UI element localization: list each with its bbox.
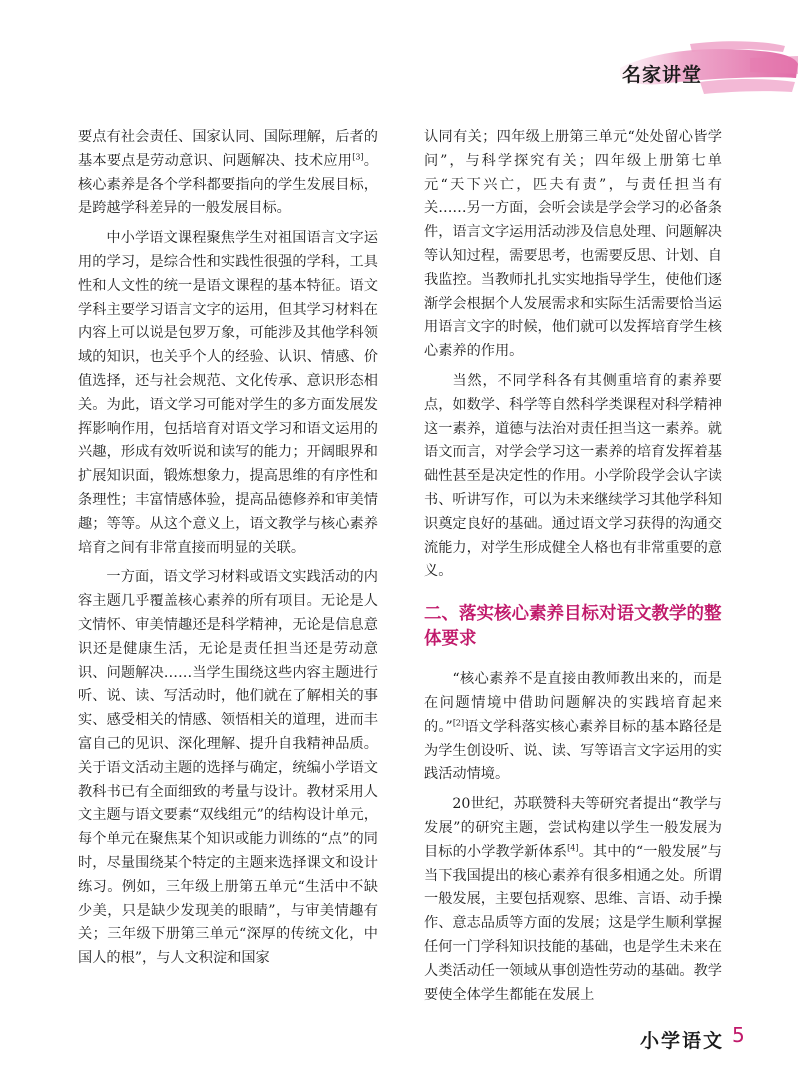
citation-3: [3] <box>352 152 364 162</box>
right-column <box>424 126 722 1007</box>
citation-4: [4] <box>567 842 579 852</box>
left-paragraph-3: 一方面，语文学习材料或语文实践活动的内容主题几乎覆盖核心素养的所有项目。无论是人文情怀、审美情趣还是科学精神，无论是信息意识还是健康生活，无论是责任担当还是劳动意识、问题解决……当学生围绕这些内容主题进行听、说、读、写活动时，他们就在了解相关的事实、感受相关的情感、领悟相关的道理，进而丰富自己的见识、深化理解、提升自我精神品质。关于语文活动主题的选择与确定，统编小学语文教科书已有全面细致的考量与设计。教材采用人文主题与语文要素“双线组元”的结构设计单元，每个单元在聚焦某个知识或能力训练的“点”的同时，尽量围绕某个特定的主题来选择课文和设计练习。例如，三年级上册第五单元“生活中不缺少美，只是缺少发现美的眼睛”，与审美情趣有关；三年级下册第三单元“深厚的传统文化，中国人的根”，与人文积淀和国家 <box>78 569 378 967</box>
left-paragraph-1: 要点有社会责任、国家认同、国际理解，后者的基本要点是劳动意识、问题解决、技术应用[3]。核心素养是各个学科都要指向的学生发展目标，是跨越学科差异的一般发展目标。 <box>78 129 378 217</box>
magazine-name: 小学语文 <box>640 1030 725 1052</box>
section-title: 名家讲堂 <box>622 64 703 86</box>
right-paragraph-2: 当然，不同学科各有其侧重培育的素养要点，如数学、科学等自然科学类课程对科学精神这一素养，道德与法治对责任担当这一素养。就语文而言，对学会学习这一素养的培育发挥着基础性甚至是决定性的作用。小学阶段学会认字读书、听讲写作，可以为未来继续学习其他学科知识奠定良好的基础。通过语文学习获得的沟通交流能力，对学生形成健全人格也有非常重要的意义。 <box>424 372 722 580</box>
right-paragraph-3: “核心素养不是直接由教师教出来的，而是在问题情境中借助问题解决的实践培育起来的。”[2]语文学科落实核心素养目标的基本路径是为学生创设听、说、读、写等语言文字运用的实践活动情境。 <box>424 671 722 783</box>
section-heading: 二、落实核心素养目标对语文教学的整体要求 <box>424 604 722 650</box>
citation-2: [2] <box>452 718 465 727</box>
page-number: 5 <box>732 1023 745 1047</box>
right-paragraph-1: 认同有关；四年级上册第三单元“处处留心皆学问”，与科学探究有关；四年级上册第七单元“天下兴亡，匹夫有责”，与责任担当有关……另一方面，会听会读是学会学习的必备条件，语言文字运用活动涉及信息处理、问题解决等认知过程，需要思考，也需要反思、计划、自我监控。当教师扎扎实实地指导学生，使他们逐渐学会根据个人发展需求和实际生活需要恰当运用语言文字的时候，他们就可以发挥培育学生核心素养的作用。 <box>424 129 722 360</box>
left-paragraph-2: 中小学语文课程聚焦学生对祖国语言文字运用的学习，是综合性和实践性很强的学科，工具性和人文性的统一是语文课程的基本特征。语文学科主要学习语言文字的运用，但其学习材料在内容上可以说是包罗万象，可能涉及其他学科领域的知识，也关乎个人的经验、认识、情感、价值选择，还与社会规范、文化传承、意识形态相关。为此，语文学习可能对学生的多方面发展发挥影响作用，包括培育对语文学习和语文运用的兴趣，形成有效听说和读写的能力；开阔眼界和扩展知识面，锻炼想象力，提高思维的有序性和条理性；丰富情感体验，提高品德修养和审美情趣；等等。从这个意义上，语文教学与核心素养培育之间有非常直接而明显的关联。 <box>78 230 378 556</box>
right-paragraph-4: 20世纪，苏联赞科夫等研究者提出“教学与发展”的研究主题，尝试构建以学生一般发展为目标的小学教学新体系[4]。其中的“一般发展”与当下我国提出的核心素养有很多相通之处。所谓一般发展，主要包括观察、思维、言语、动手操作、意志品质等方面的发展；这是学生顺利掌握任何一门学科知识技能的基础，也是学生未来在人类活动任一领域从事创造性劳动的基础。教学要使全体学生都能在发展上 <box>424 796 722 1003</box>
left-column <box>78 126 378 971</box>
